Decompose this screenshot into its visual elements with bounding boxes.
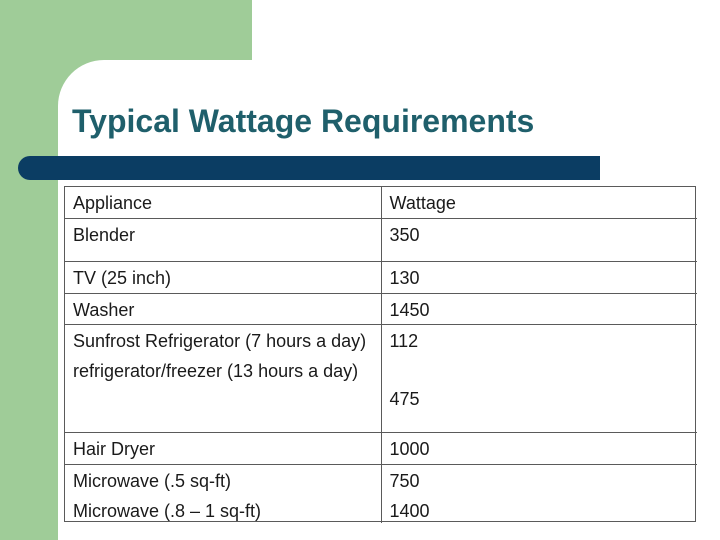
table-row [65, 324, 697, 432]
wattage-cell: 1450 [381, 293, 697, 324]
table-row [65, 432, 697, 464]
appliance-line: Sunfrost Refrigerator (7 hours a day) [73, 330, 367, 351]
wattage-cell: 130 [381, 261, 697, 293]
wattage-cell [381, 464, 697, 523]
appliance-cell: TV (25 inch) [65, 261, 381, 293]
appliance-cell: Washer [65, 293, 381, 324]
appliance-line: refrigerator/freezer (13 hours a day) [73, 360, 359, 381]
header-appliance: Appliance [65, 187, 381, 218]
table-row [65, 293, 697, 324]
wattage-line: 1400 [389, 500, 430, 521]
wattage-line: 750 [389, 470, 420, 491]
appliance-cell [65, 464, 381, 523]
appliance-line: Microwave (.5 sq-ft) [73, 470, 232, 491]
appliance-line: Microwave (.8 – 1 sq-ft) [73, 500, 262, 521]
wattage-line: 475 [389, 388, 420, 409]
wattage-cell: 350 [381, 218, 697, 261]
appliance-cell [65, 324, 381, 432]
appliance-cell: Hair Dryer [65, 432, 381, 464]
slide-title: Typical Wattage Requirements [72, 103, 535, 139]
table-row [65, 261, 697, 293]
table-header-row [65, 187, 697, 218]
table-row [65, 218, 697, 261]
appliance-cell: Blender [65, 218, 381, 261]
wattage-cell: 1000 [381, 432, 697, 464]
header-wattage: Wattage [381, 187, 697, 218]
wattage-line: 112 [389, 330, 419, 351]
wattage-table [64, 186, 696, 522]
wattage-cell [381, 324, 697, 432]
title-underline-bar [18, 156, 600, 180]
table-row [65, 464, 697, 523]
